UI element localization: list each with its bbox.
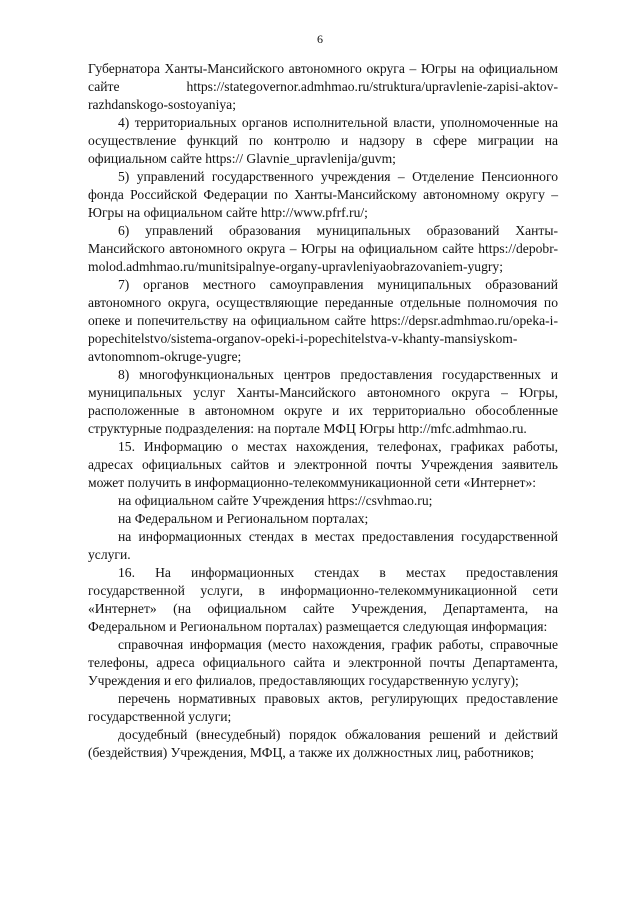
clause-15: 15. Информацию о местах нахождения, телефонах, графиках работы, адресах официальных сайтов и электронной почты Учреждения заявитель может получить в информационно-телекоммуникационной сети «Интернет»: xyxy=(88,439,558,490)
list-item-7: 7) органов местного самоуправления муниципальных образований автономного округа, осуществляющие переданные отдельные полномочия по опеке и попечительству на официальном сайте https://depsr.admhmao.ru/opeka-i-popechitelstvo/sistema-organov-opeki-i-popechitelstva-v-khanty-mansiyskom-avtonomnom-okruge-yugre; xyxy=(88,277,558,364)
page-number: 6 xyxy=(317,32,323,46)
list-item-5: 5) управлений государственного учреждения – Отделение Пенсионного фонда Российской Федерации по Ханты-Мансийскому автономному округу – Югры на официальном сайте http://www.pfrf.ru/; xyxy=(88,169,558,220)
document-body xyxy=(88,60,558,762)
paragraph-continuation: Губернатора Ханты-Мансийского автономного округа – Югры на официальном сайте https://stategovernor.admhmao.ru/struktura/upravlenie-zapisi-aktov-razhdanskogo-sostoyaniya; xyxy=(88,61,558,112)
clause-16-item-reference: справочная информация (место нахождения, график работы, справочные телефоны, адреса официального сайта и электронной почты Департамента, Учреждения и его филиалов, предоставляющих государственную услугу); xyxy=(88,637,558,688)
list-item-4: 4) территориальных органов исполнительной власти, уполномоченные на осуществление функций по контролю и надзору в сфере миграции на официальном сайте https:// Glavnie_upravlenija/guvm; xyxy=(88,115,558,166)
clause-15-item-stands: на информационных стендах в местах предоставления государственной услуги. xyxy=(88,529,558,562)
clause-15-item-site: на официальном сайте Учреждения https://csvhmao.ru; xyxy=(118,493,433,508)
clause-16-item-appeal: досудебный (внесудебный) порядок обжалования решений и действий (бездействия) Учреждения, МФЦ, а также их должностных лиц, работников; xyxy=(88,727,558,760)
clause-15-item-portals: на Федеральном и Региональном порталах; xyxy=(118,511,369,526)
list-item-8: 8) многофункциональных центров предоставления государственных и муниципальных услуг Ханты-Мансийского автономного округа – Югры, расположенные в автономном округе и их территориально обособленные структурные подразделения: на портале МФЦ Югры http://mfc.admhmao.ru. xyxy=(88,367,558,436)
clause-16: 16. На информационных стендах в местах предоставления государственной услуги, в информационно-телекоммуникационной сети «Интернет» (на официальном сайте Учреждения, Департамента, на Федеральном и Региональном порталах) размещается следующая информация: xyxy=(88,565,558,634)
list-item-6: 6) управлений образования муниципальных образований Ханты-Мансийского автономного округа – Югры на официальном сайте https://depobr-molod.admhmao.ru/munitsipalnye-organy-upravleniyaobrazovaniem-yugry; xyxy=(88,223,558,274)
clause-16-item-acts: перечень нормативных правовых актов, регулирующих предоставление государственной услуги; xyxy=(88,691,558,724)
